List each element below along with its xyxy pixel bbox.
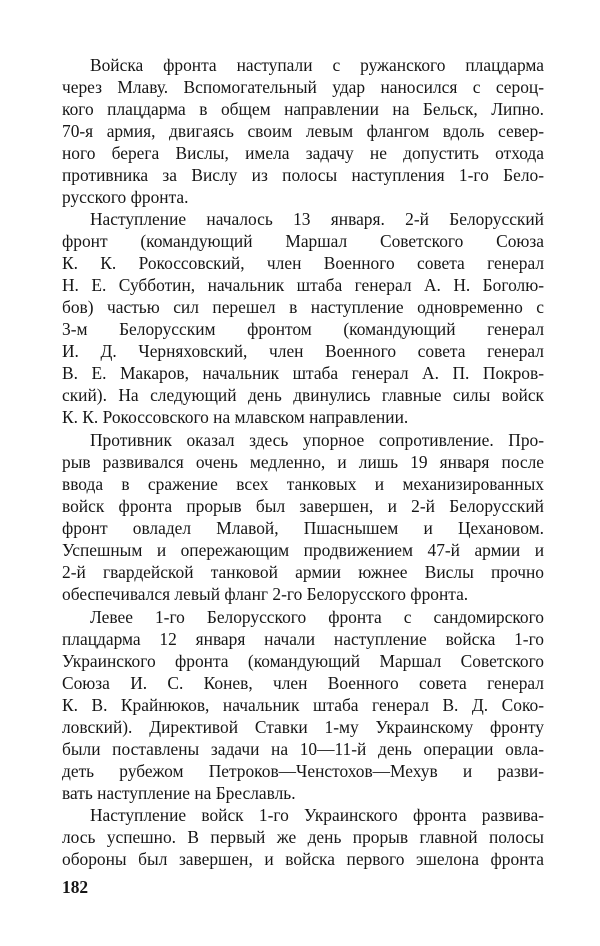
text-line: И. Д. Черняховский, член Военного совета генерал (62, 341, 544, 361)
text-line: Наступление войск 1-го Украинского фронта развива- (90, 805, 544, 825)
text-line: К. К. Рокоссовский, член Военного совета генерал (62, 253, 544, 273)
text-line: кого плацдарма в общем направлении на Бельск, Липно. (62, 99, 544, 119)
text-line: фронт овладел Млавой, Пшаснышем и Цехановом. (62, 518, 544, 538)
text-line: ловский). Директивой Ставки 1-му Украинскому фронту (62, 717, 544, 737)
text-line: обеспечивался левый фланг 2-го Белорусского фронта. (62, 584, 469, 604)
text-line: Успешным и опережающим продвижением 47-й армии и (62, 540, 544, 560)
text-line: ский). На следующий день двинулись главные силы войск (62, 385, 544, 405)
text-line: Левее 1-го Белорусского фронта с сандомирского (90, 607, 544, 627)
text-line: Союза И. С. Конев, член Военного совета генерал (62, 673, 544, 693)
text-line: 2-й гвардейской танковой армии южнее Вислы прочно (62, 562, 544, 582)
text-line: фронт (командующий Маршал Советского Союза (62, 231, 544, 251)
text-line: войск фронта прорыв был завершен, и 2-й Белорусский (62, 496, 544, 516)
text-line: Наступление началось 13 января. 2-й Белорусский (90, 209, 544, 229)
text-line: К. В. Крайнюков, начальник штаба генерал В. Д. Соко- (62, 695, 544, 715)
text-line: Украинского фронта (командующий Маршал Советского (62, 651, 544, 671)
text-line: были поставлены задачи на 10—11-й день операции овла- (62, 739, 544, 759)
text-line: 70-я армия, двигаясь своим левым флангом вдоль север- (62, 121, 544, 141)
text-line: Н. Е. Субботин, начальник штаба генерал А. Н. Боголю- (62, 275, 544, 295)
text-line: обороны был завершен, и войска первого эшелона фронта (62, 849, 544, 869)
text-line: ввода в сражение всех танковых и механизированных (62, 474, 544, 494)
text-line: плацдарма 12 января начали наступление войска 1-го (62, 629, 544, 649)
text-line: Войска фронта наступали с ружанского плацдарма (90, 55, 544, 75)
text-line: К. К. Рокоссовского на млавском направлении. (62, 407, 409, 427)
text-line: В. Е. Макаров, начальник штаба генерал А. П. Покров- (62, 363, 544, 383)
text-line: лось успешно. В первый же день прорыв главной полосы (62, 827, 544, 847)
text-line: через Млаву. Вспомогательный удар наносился с сероц- (62, 77, 544, 97)
text-line: ного берега Вислы, имела задачу не допустить отхода (62, 143, 544, 163)
text-line: русского фронта. (62, 187, 189, 207)
text-line: Противник оказал здесь упорное сопротивление. Про- (90, 430, 544, 450)
page-number: 182 (62, 877, 89, 897)
text-line: 3-м Белорусским фронтом (командующий генерал (62, 319, 544, 339)
text-line: рыв развивался очень медленно, и лишь 19 января после (62, 452, 544, 472)
text-line: деть рубежом Петроков—Ченстохов—Мехув и разви- (62, 761, 544, 781)
text-line: вать наступление на Бреславль. (62, 783, 296, 803)
text-line: противника за Вислу из полосы наступления 1-го Бело- (62, 165, 544, 185)
text-line: бов) частью сил перешел в наступление одновременно с (62, 297, 544, 317)
